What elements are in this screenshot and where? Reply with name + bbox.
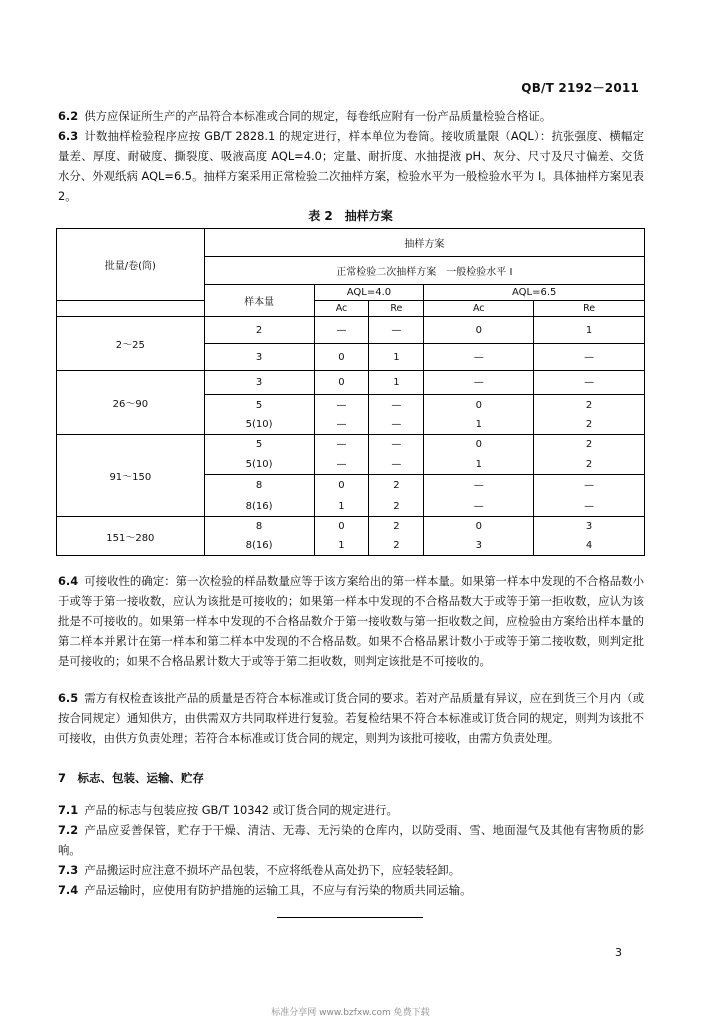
ac-6-5: — <box>424 475 534 497</box>
sample-size: 3 <box>204 344 314 371</box>
sample-size: 8(16) <box>204 497 314 517</box>
clause-number: 6.4 <box>58 574 79 588</box>
batch-range: 91～150 <box>57 435 205 517</box>
clause-text: 产品搬运时应注意不损坏产品包装，不应将纸卷从高处扔下，应轻装轻卸。 <box>84 863 461 877</box>
ac-6-5: 0 <box>424 517 534 536</box>
clause-number: 7.4 <box>58 883 79 897</box>
clause-6-2 <box>58 106 644 126</box>
ac-6-5: — <box>424 344 534 371</box>
clause-number: 6.3 <box>58 129 79 143</box>
clause-text: 产品运输时，应使用有防护措施的运输工具，不应与有污染的物质共同运输。 <box>84 883 472 897</box>
sample-size: 5 <box>204 395 314 416</box>
sample-size: 5(10) <box>204 455 314 475</box>
re-6-5: — <box>534 371 645 395</box>
clause-7-4 <box>58 880 644 900</box>
standard-code: QB/T 2192－2011 <box>521 81 639 95</box>
header-sample: 样本量 <box>204 285 314 317</box>
clause-7-2 <box>58 820 644 860</box>
clause-6-3 <box>58 126 644 206</box>
re-4: 1 <box>369 344 424 371</box>
re-4: 2 <box>369 497 424 517</box>
ac-4: 0 <box>314 475 369 497</box>
clause-number: 7.3 <box>58 863 79 877</box>
re-4: 1 <box>369 371 424 395</box>
re-4: — <box>369 317 424 344</box>
ac-6-5: 0 <box>424 435 534 455</box>
sample-size: 5 <box>204 435 314 455</box>
header-plan: 抽样方案 <box>204 229 644 257</box>
re-6-5: 2 <box>534 435 645 455</box>
header-aql-6-5: AQL=6.5 <box>424 285 645 301</box>
watermark: 标准分享网 www.bzfxw.com 免费下载 <box>271 1008 430 1018</box>
re-4: — <box>369 416 424 435</box>
ac-4: — <box>314 416 369 435</box>
clause-text: 需方有权检查该批产品的质量是否符合本标准或订货合同的要求。若对产品质量有异议，应在到货三个月内（或按合同规定）通知供方，由供需双方共同取样进行复验。若复检结果不符合本标准或订货合同的规定，则判为该批不可接收，由供方负责处理；若符合本标准或订货合同的规定，则判为该批可接收，由需方负责处理。 <box>58 691 644 745</box>
clause-7-3 <box>58 860 644 880</box>
re-4: 2 <box>369 517 424 536</box>
header-re: Re <box>369 301 424 317</box>
sample-size: 5(10) <box>204 416 314 435</box>
re-4: — <box>369 435 424 455</box>
ac-6-5: 1 <box>424 416 534 435</box>
ac-4: 1 <box>314 497 369 517</box>
re-6-5: 3 <box>534 517 645 536</box>
header-batch-cont <box>57 301 205 317</box>
ac-6-5: 1 <box>424 455 534 475</box>
page-number: 3 <box>615 946 622 959</box>
section-7-heading: 7 标志、包装、运输、贮存 <box>58 771 205 785</box>
batch-range: 26～90 <box>57 371 205 435</box>
ac-6-5: — <box>424 497 534 517</box>
re-6-5: 1 <box>534 317 645 344</box>
ac-4: — <box>314 435 369 455</box>
header-ac: Ac <box>314 301 369 317</box>
end-rule <box>277 917 423 918</box>
header-batch: 批量/卷(筒) <box>57 229 205 301</box>
sample-size: 8 <box>204 475 314 497</box>
re-6-5: — <box>534 497 645 517</box>
sample-size: 8 <box>204 517 314 536</box>
ac-4: — <box>314 455 369 475</box>
ac-4: — <box>314 395 369 416</box>
header-plan-sub: 正常检验二次抽样方案 一般检验水平 I <box>204 257 644 285</box>
ac-6-5: 0 <box>424 395 534 416</box>
ac-6-5: — <box>424 371 534 395</box>
re-6-5: 2 <box>534 455 645 475</box>
clause-7-1 <box>58 800 644 820</box>
sample-size: 2 <box>204 317 314 344</box>
re-4: 2 <box>369 475 424 497</box>
ac-6-5: 3 <box>424 536 534 556</box>
ac-4: 0 <box>314 371 369 395</box>
header-re: Re <box>534 301 645 317</box>
clause-number: 7.1 <box>58 803 79 817</box>
batch-range: 2～25 <box>57 317 205 371</box>
ac-4: 0 <box>314 344 369 371</box>
re-6-5: — <box>534 344 645 371</box>
ac-4: — <box>314 317 369 344</box>
ac-4: 1 <box>314 536 369 556</box>
table-title: 表 2 抽样方案 <box>308 209 393 223</box>
clause-6-5 <box>58 688 644 748</box>
clause-text: 供方应保证所生产的产品符合本标准或合同的规定，每卷纸应附有一份产品质量检验合格证。 <box>84 109 552 123</box>
clause-6-4 <box>58 571 644 671</box>
clause-text: 计数抽样检验程序应按 GB/T 2828.1 的规定进行，样本单位为卷筒。接收质量限（AQL）：抗张强度、横幅定量差、厚度、耐破度、撕裂度、吸液高度 AQL=4.0；定量、耐折度、水抽提液 pH、灰分、尺寸及尺寸偏差、交货水分、外观纸病 AQL=6.5。抽样方案采用正常检验二次抽样方案，检验水平为一般检验水平为 I。具体抽样方案见表 2。 <box>58 129 644 203</box>
header-aql-4: AQL=4.0 <box>314 285 424 301</box>
re-6-5: — <box>534 475 645 497</box>
clause-number: 6.2 <box>58 109 79 123</box>
re-4: — <box>369 455 424 475</box>
ac-6-5: 0 <box>424 317 534 344</box>
sample-size: 8(16) <box>204 536 314 556</box>
clause-text: 产品的标志与包装应按 GB/T 10342 或订货合同的规定进行。 <box>84 803 398 817</box>
clause-text: 可接收性的确定：第一次检验的样品数量应等于该方案给出的第一样本量。如果第一样本中发现的不合格品数小于或等于第一接收数，应认为该批是可接收的；如果第一样本中发现的不合格品数大于或等于第一拒收数，应认为该批是不可接收的。如果第一样本中发现的不合格品数介于第一接收数与第一拒收数之间，应检验由方案给出样本量的第二样本并累计在第一样本和第二样本中发现的不合格品数。如果不合格品累计数小于或等于第二接收数，则判定批是可接收的；如果不合格品累计数大于或等于第二拒收数，则判定该批是不可接收的。 <box>58 574 644 668</box>
sampling-plan-table <box>56 228 645 556</box>
re-4: 2 <box>369 536 424 556</box>
re-4: — <box>369 395 424 416</box>
re-6-5: 2 <box>534 395 645 416</box>
ac-4: 0 <box>314 517 369 536</box>
batch-range: 151～280 <box>57 517 205 556</box>
clause-number: 7.2 <box>58 823 79 837</box>
clause-number: 6.5 <box>58 691 79 705</box>
re-6-5: 2 <box>534 416 645 435</box>
sample-size: 3 <box>204 371 314 395</box>
clause-text: 产品应妥善保管，贮存于干燥、清洁、无毒、无污染的仓库内，以防受雨、雪、地面湿气及其他有害物质的影响。 <box>58 823 644 857</box>
header-ac: Ac <box>424 301 534 317</box>
re-6-5: 4 <box>534 536 645 556</box>
